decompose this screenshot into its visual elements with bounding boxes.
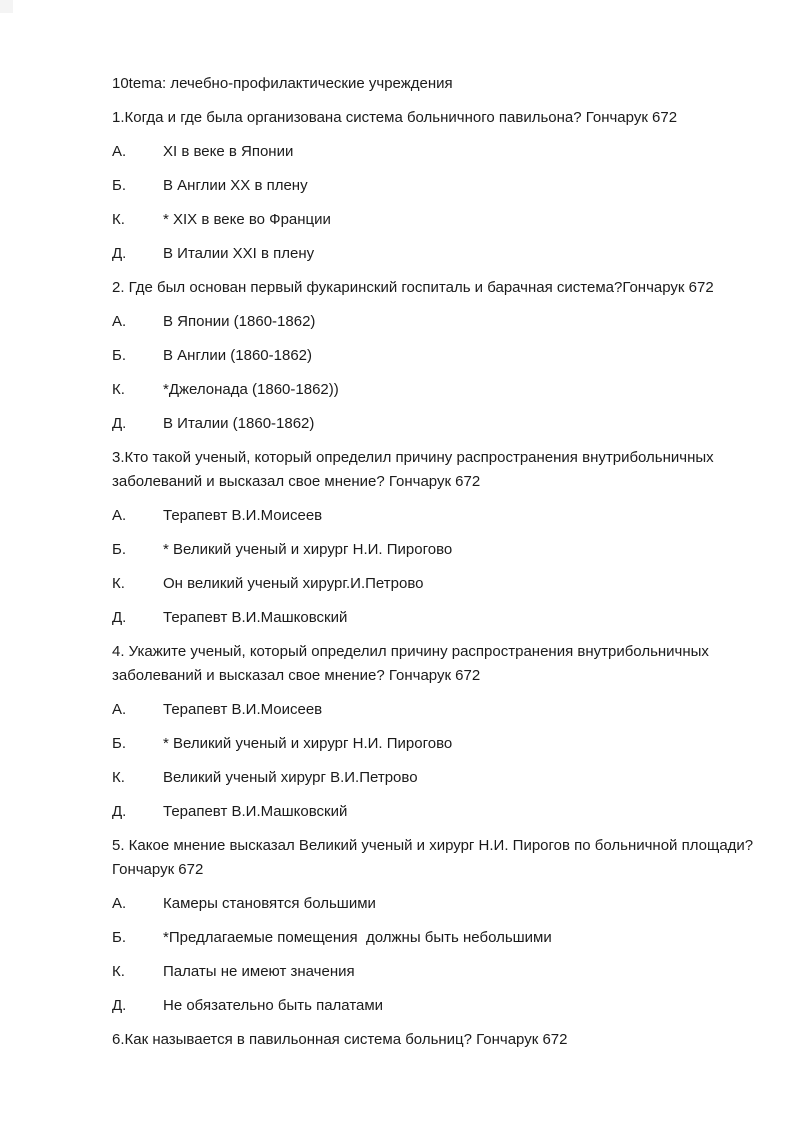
option-text: XI в веке в Японии (163, 143, 294, 160)
option-text: * Великий ученый и хирург Н.И. Пирогово (163, 735, 453, 752)
question-line: 6.Как называется в павильонная система больниц? Гончарук 672 (112, 1031, 568, 1048)
option-list (112, 698, 712, 824)
question-block (112, 276, 712, 436)
option-letter: Б. (112, 541, 127, 558)
question-line: 3.Кто такой ученый, который определил причину распространения внутрибольничных (112, 449, 714, 466)
question-line: 1.Когда и где была организована система больничного павильона? Гончарук 672 (112, 109, 678, 126)
question-block (112, 446, 712, 630)
option-text: В Японии (1860-1862) (163, 313, 316, 330)
option-list (112, 140, 712, 266)
question-text (112, 1028, 712, 1052)
answer-option (112, 504, 712, 528)
option-text: Не обязательно быть палатами (163, 997, 384, 1014)
option-list (112, 504, 712, 630)
option-text: *Предлагаемые помещения должны быть небольшими (163, 929, 552, 946)
answer-option (112, 344, 712, 368)
answer-option (112, 960, 712, 984)
option-letter: Д. (112, 997, 127, 1014)
option-letter: Б. (112, 735, 127, 752)
option-letter: Б. (112, 177, 127, 194)
answer-option (112, 926, 712, 950)
page-corner-artifact (0, 0, 13, 13)
option-text: Палаты не имеют значения (163, 963, 355, 980)
option-letter: Б. (112, 929, 127, 946)
option-text: В Италии XXI в плену (163, 245, 315, 262)
option-letter: К. (112, 211, 125, 228)
question-block (112, 106, 712, 266)
option-letter: А. (112, 895, 127, 912)
question-list (112, 106, 754, 1052)
option-text: Терапевт В.И.Моисеев (163, 507, 323, 524)
answer-option (112, 994, 712, 1018)
option-letter: Д. (112, 415, 127, 432)
document-page (112, 72, 754, 1062)
answer-option (112, 378, 712, 402)
answer-option (112, 698, 712, 722)
question-line: 5. Какое мнение высказал Великий ученый и хирург Н.И. Пирогов по больничной площади? (112, 837, 754, 854)
answer-option (112, 606, 712, 630)
question-text (112, 446, 712, 494)
option-letter: Д. (112, 609, 127, 626)
answer-option (112, 732, 712, 756)
option-letter: А. (112, 143, 127, 160)
question-text (112, 640, 712, 688)
question-line: 2. Где был основан первый фукаринский госпиталь и барачная система?Гончарук 672 (112, 279, 714, 296)
answer-option (112, 538, 712, 562)
question-line: заболеваний и высказал свое мнение? Гончарук 672 (112, 473, 481, 490)
option-text: Терапевт В.И.Машковский (163, 803, 348, 820)
option-text: Он великий ученый хирург.И.Петрово (163, 575, 424, 592)
option-letter: Д. (112, 245, 127, 262)
answer-option (112, 800, 712, 824)
option-text: В Италии (1860-1862) (163, 415, 315, 432)
option-text: *Джелонада (1860-1862)) (163, 381, 339, 398)
option-list (112, 892, 712, 1018)
answer-option (112, 572, 712, 596)
option-text: В Англии (1860-1862) (163, 347, 313, 364)
option-text: Терапевт В.И.Моисеев (163, 701, 323, 718)
option-letter: К. (112, 769, 125, 786)
question-block (112, 834, 754, 1018)
option-text: В Англии XX в плену (163, 177, 308, 194)
question-line: 4. Укажите ученый, который определил причину распространения внутрибольничных (112, 643, 709, 660)
question-line: заболеваний и высказал свое мнение? Гончарук 672 (112, 667, 481, 684)
question-line: Гончарук 672 (112, 861, 204, 878)
document-title: 10tema: лечебно-профилактические учреждения (112, 75, 453, 92)
question-text (112, 834, 754, 882)
option-text: * Великий ученый и хирург Н.И. Пирогово (163, 541, 453, 558)
answer-option (112, 310, 712, 334)
option-text: Камеры становятся большими (163, 895, 376, 912)
option-letter: А. (112, 507, 127, 524)
answer-option (112, 892, 712, 916)
question-text (112, 276, 712, 300)
answer-option (112, 412, 712, 436)
option-letter: Д. (112, 803, 127, 820)
question-block (112, 640, 712, 824)
answer-option (112, 140, 712, 164)
answer-option (112, 242, 712, 266)
option-letter: А. (112, 313, 127, 330)
question-text (112, 106, 712, 130)
option-letter: Б. (112, 347, 127, 364)
option-text: * XIX в веке во Франции (163, 211, 331, 228)
option-letter: К. (112, 575, 125, 592)
option-list (112, 310, 712, 436)
option-letter: А. (112, 701, 127, 718)
option-letter: К. (112, 381, 125, 398)
answer-option (112, 208, 712, 232)
option-text: Великий ученый хирург В.И.Петрово (163, 769, 418, 786)
option-letter: К. (112, 963, 125, 980)
question-block (112, 1028, 712, 1052)
answer-option (112, 766, 712, 790)
answer-option (112, 174, 712, 198)
option-text: Терапевт В.И.Машковский (163, 609, 348, 626)
